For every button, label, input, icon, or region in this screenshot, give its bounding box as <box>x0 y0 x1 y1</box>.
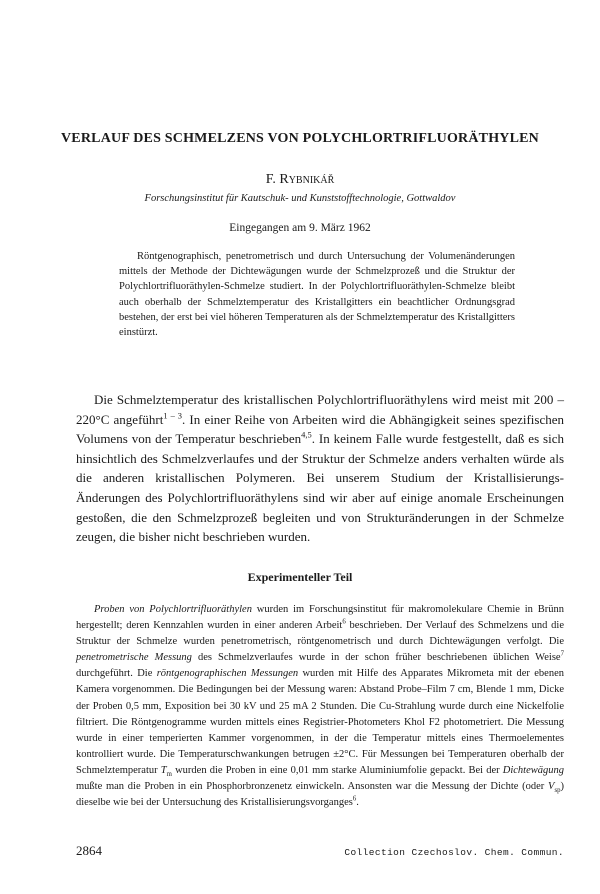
symbol-subscript: sp <box>554 787 561 795</box>
citation-ref: 6 <box>352 795 357 803</box>
emphasis-text: Dichtewägung <box>502 764 565 776</box>
intro-text-3: . In keinem Falle wurde festgestellt, daß es sich hinsichtlich des Schmelzverlaufes und der Struktur der Schmelze anders verhalten würde als die anderen kristallischen Polymeren. Bei unserem Studium der Kristallisierungs-Änderungen des Polychlortrifluoräthylens sind wir aber auf einige anomale Erscheinungen gestoßen, die den Schmelzprozeß begleiten und von Strukturänderungen in der Schmelze zeugen, die bisher nicht beschrieben wurden. <box>76 431 565 545</box>
intro-paragraph <box>76 390 564 547</box>
body-text: . <box>356 797 359 809</box>
section-heading: Experimenteller Teil <box>247 570 353 584</box>
body-text: durchgeführt. Die <box>76 668 157 680</box>
body-text: wurden mit Hilfe des Apparates Mikrometa mit der ebenen Kamera vorgenommen. Die Bedingungen bei der Messung waren: Abstand Probe–Film 7 cm, Blende 1 mm, Dicke der Proben 0,5 mm, Exposition bei 30 kV und 25 mA 2 Stunden. Die Cu-Strahlung wurde durch eine Nickelfolie filtriert. Die Röntgenogramme wurden mittels eines Registrier-Photometers Khol F2 photometriert. Die Messung wurde in einer temperierten Kammer vorgenommen, in der die Temperatur mittels eines Thermoelementes kontrolliert wurde. Die Temperaturschwankungen betrugen ±2°C. Für Messungen bei Temperaturen oberhalb der Schmelztemperatur <box>76 668 564 776</box>
body-text: wurden im Forschungsinstitut für makromolekulare Chemie in Brünn hergestellt; deren Kennzahlen wurden in einer anderen Arbeit <box>76 604 564 632</box>
emphasis-text: penetrometrische Messung <box>76 652 192 664</box>
author-line <box>40 172 560 188</box>
citation-ref: 7 <box>560 650 564 658</box>
symbol-vsp: V <box>548 781 555 793</box>
journal-name: Collection Czechoslov. Chem. Commun. <box>344 847 564 858</box>
emphasis-text: Proben von Polychlortrifluoräthylen <box>94 604 252 615</box>
intro-text-2: . In einer Reihe von Arbeiten wird die Abhängigkeit seines spezifischen Volumens von der Temperatur beschrieben <box>76 411 564 447</box>
symbol-tm: T <box>160 764 167 776</box>
citation-ref: 6 <box>342 618 346 626</box>
body-text: ) dieselbe wie bei der Untersuchung des Kristallisierungsvorganges <box>76 781 564 809</box>
author-surname: Rybnikář <box>279 172 335 187</box>
body-text: wurden die Proben in eine 0,01 mm starke Aluminiumfolie gepackt. Bei der <box>171 764 503 776</box>
intro-text-1: Die Schmelztemperatur des kristallischen Polychlortrifluoräthylens wird meist mit 200 – 220°C angeführt <box>76 392 564 427</box>
citation-ref: 4,5 <box>301 429 312 440</box>
symbol-subscript: m <box>166 771 172 779</box>
experimental-paragraph <box>76 602 564 811</box>
author-affiliation: Forschungsinstitut für Kautschuk- und Kunststofftechnologie, Gottwaldov <box>144 193 456 204</box>
author-initial: F. <box>265 172 280 187</box>
page-number: 2864 <box>76 843 102 858</box>
body-text: des Schmelzverlaufes wurde in der schon früher beschriebenen üblichen Weise <box>191 652 561 664</box>
abstract: Röntgenographisch, penetrometrisch und durch Untersuchung der Volumenänderungen mittels der Methode der Dichtewägungen wurde der Schmelzprozeß und die Struktur der Polychlortrifluoräthylen-Schmelze studiert. In der Polychlortrifluoräthylen-Schmelze bleibt auch oberhalb der Schmelztemperatur des Kristallgitters ein beachtlicher Ordnungsgrad bestehen, der erst bei viel höheren Temperaturen als der Schmelztemperatur des Kristallgitters einstürzt. <box>119 251 515 339</box>
received-date: Eingegangen am 9. März 1962 <box>229 222 371 234</box>
article-title: VERLAUF DES SCHMELZENS VON POLYCHLORTRIFLUORÄTHYLEN <box>61 131 539 146</box>
citation-ref: 1 – 3 <box>163 410 183 421</box>
emphasis-text: röntgenographischen Messungen <box>156 668 299 680</box>
body-text: mußte man die Proben in ein Phosphorbronzenetz einwickeln. Ansonsten war die Messung der Dichte (oder <box>76 781 549 793</box>
body-text: beschrieben. Der Verlauf des Schmelzens und die Struktur der Schmelze wurden penetrometrisch, röntgenometrisch und durch Dichtewägungen verfolgt. Die <box>76 620 564 648</box>
